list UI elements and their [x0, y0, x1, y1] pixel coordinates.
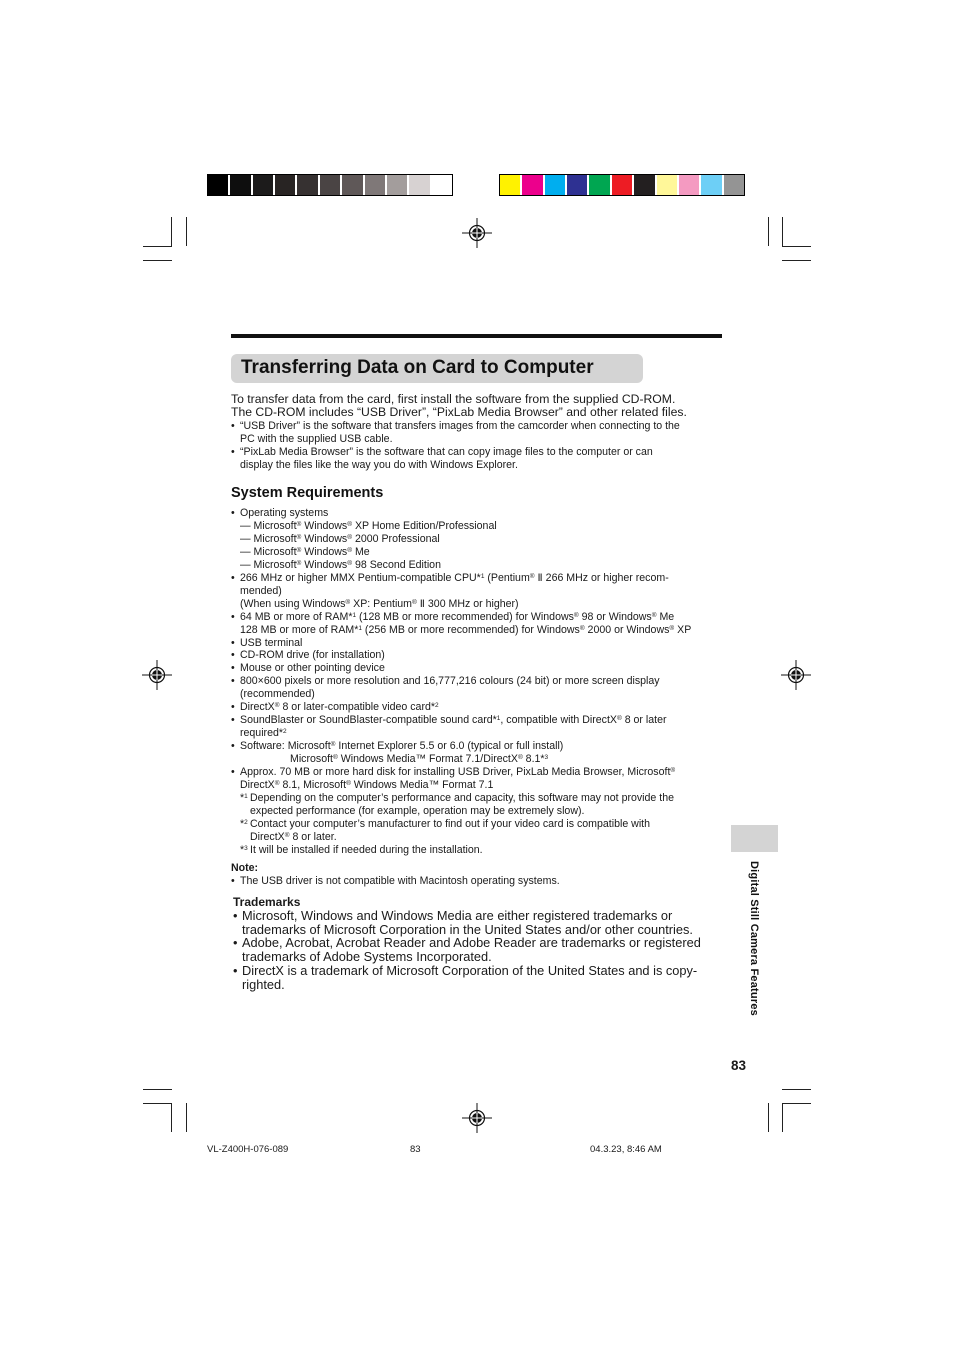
trademarks-list: [233, 909, 701, 991]
footnote-text: Depending on the computer’s performance and capacity, this software may not provide the: [250, 791, 674, 804]
footnote-text: DirectX® 8 or later.: [250, 830, 337, 843]
list-item-text: Operating systems: [240, 507, 329, 519]
color-swatch: [208, 175, 230, 195]
list-item-text: DirectX® 8.1, Microsoft® Windows Media™ Format 7.1: [240, 779, 494, 792]
list-item-text: 800×600 pixels or more resolution and 16,777,216 colours (24 bit) or more screen display: [240, 675, 660, 688]
list-item: [231, 420, 680, 446]
bullet: •: [231, 740, 235, 753]
color-swatch: [545, 175, 567, 195]
list-item-text: trademarks of Adobe Systems Incorporated.: [242, 949, 492, 965]
list-item: [231, 649, 691, 662]
list-item-text: 266 MHz or higher MMX Pentium-compatible CPU*$^1$ (Pentium® Ⅱ 266 MHz or higher recom-: [240, 571, 669, 584]
footnote-text: Contact your computer’s manufacturer to find out if your video card is compatible with: [250, 817, 651, 830]
grayscale-bar: [207, 174, 453, 196]
intro-line: The CD-ROM includes “USB Driver”, “PixLab Media Browser” and other related files.: [231, 405, 687, 420]
list-item-text: Approx. 70 MB or more hard disk for installing USB Driver, PixLab Media Browser, Microsoft®: [240, 766, 676, 779]
list-item-text: (recommended): [240, 688, 315, 701]
footnote-marker: *$^3$: [240, 843, 248, 856]
list-item-text: righted.: [242, 976, 285, 992]
color-swatch: [230, 175, 252, 195]
os-list: [240, 520, 691, 572]
color-swatch: [500, 175, 522, 195]
list-item-text: Mouse or other pointing device: [240, 662, 385, 675]
list-item: [231, 875, 560, 888]
footnote: [240, 818, 691, 844]
list-item-text: Microsoft, Windows and Windows Media are either registered trademarks or: [242, 908, 673, 923]
list-item-text: DirectX is a trademark of Microsoft Corporation of the United States and is copy-: [242, 962, 698, 978]
bullet: •: [231, 701, 235, 714]
list-item: [231, 662, 691, 675]
os-item: — Microsoft® Windows® 2000 Professional: [240, 532, 440, 545]
list-item: [231, 701, 691, 714]
footnote: [240, 844, 691, 857]
page-number: 83: [731, 1058, 747, 1073]
footnote-marker: *$^1$: [240, 791, 248, 804]
list-item: [231, 675, 691, 701]
color-bar: [499, 174, 745, 196]
footnote-marker: *$^2$: [240, 817, 248, 830]
color-swatch: [387, 175, 409, 195]
color-swatch: [409, 175, 431, 195]
color-swatch: [365, 175, 387, 195]
list-item: [233, 964, 701, 991]
color-swatch: [567, 175, 589, 195]
color-swatch: [701, 175, 723, 195]
list-item-text: 128 MB or more of RAM*$^1$ (256 MB or more recommended) for Windows® 2000 or Windows® XP: [240, 623, 692, 636]
color-swatch: [589, 175, 611, 195]
footnote: [240, 792, 691, 818]
color-swatch: [612, 175, 634, 195]
intro-bullets: [231, 420, 680, 472]
list-item-text: trademarks of Microsoft Corporation in the United States and/or other countries.: [242, 921, 693, 937]
bullet: •: [231, 571, 235, 584]
list-item-text: “PixLab Media Browser” is the software that can copy image files to the computer or can: [240, 445, 653, 458]
color-swatch: [634, 175, 656, 195]
list-item-text: mended): [240, 584, 282, 597]
section-label: Digital Still Camera Features: [748, 861, 760, 1016]
list-item-text: Software: Microsoft® Internet Explorer 5.5 or 6.0 (typical or full install): [240, 740, 564, 753]
footer-date: 04.3.23, 8:46 AM: [590, 1144, 662, 1155]
bullet: •: [233, 962, 238, 978]
bullet: •: [233, 935, 238, 951]
bullet: •: [233, 908, 238, 923]
list-item: [231, 446, 680, 472]
list-item: [231, 740, 691, 766]
list-item-text: Adobe, Acrobat, Acrobat Reader and Adobe Reader are trademarks or registered: [242, 935, 701, 951]
bullet: •: [231, 420, 235, 432]
os-item: — Microsoft® Windows® Me: [240, 545, 370, 558]
bullet: •: [231, 874, 235, 887]
registration-mark-icon: [462, 1103, 492, 1133]
color-swatch: [522, 175, 544, 195]
footnote-text: It will be installed if needed during the installation.: [250, 843, 483, 856]
note-section: [231, 862, 560, 888]
color-swatch: [679, 175, 701, 195]
page-title: Transferring Data on Card to Computer: [241, 357, 594, 378]
os-item: — Microsoft® Windows® 98 Second Edition: [240, 558, 441, 571]
list-item: [231, 507, 691, 572]
color-swatch: [253, 175, 275, 195]
bullet: •: [231, 610, 235, 623]
color-swatch: [320, 175, 342, 195]
trademarks-heading: Trademarks: [233, 895, 301, 909]
section-tab: [731, 825, 778, 852]
requirements-list: [231, 507, 691, 857]
color-swatch: [297, 175, 319, 195]
list-item: [233, 936, 701, 963]
color-swatch: [275, 175, 297, 195]
color-swatch: [657, 175, 679, 195]
bullet: •: [231, 445, 235, 458]
list-item: [231, 611, 691, 637]
list-item: [231, 714, 691, 740]
registration-mark-icon: [781, 660, 811, 690]
bullet: •: [231, 662, 235, 675]
section-heading: System Requirements: [231, 485, 384, 501]
list-item-text: CD-ROM drive (for installation): [240, 649, 385, 662]
color-swatch: [432, 175, 452, 195]
list-item: [231, 572, 691, 611]
bullet: •: [231, 649, 235, 662]
footer-page: 83: [410, 1144, 421, 1155]
bullet: •: [231, 507, 235, 519]
bullet: •: [231, 714, 235, 727]
list-item-text: The USB driver is not compatible with Macintosh operating systems.: [240, 874, 560, 887]
list-item-text: SoundBlaster or SoundBlaster-compatible sound card*$^1$, compatible with DirectX® 8 or later: [240, 714, 667, 727]
color-swatch: [342, 175, 364, 195]
list-item-text: (When using Windows® XP: Pentium® Ⅱ 300 MHz or higher): [240, 597, 519, 610]
intro-line: To transfer data from the card, first install the software from the supplied CD-ROM.: [231, 392, 676, 406]
list-item-text: display the files like the way you do with Windows Explorer.: [240, 458, 518, 471]
footnote-text: expected performance (for example, operation may be extremely slow).: [250, 804, 585, 817]
list-item: [233, 909, 701, 936]
bullet: •: [231, 675, 235, 688]
header-rule: [231, 334, 722, 338]
list-item-text: 64 MB or more of RAM*$^1$ (128 MB or more recommended) for Windows® 98 or Windows® Me: [240, 610, 675, 623]
os-item: — Microsoft® Windows® XP Home Edition/Professional: [240, 519, 497, 532]
list-item-text: PC with the supplied USB cable.: [240, 432, 393, 445]
list-item-text: USB terminal: [240, 636, 303, 649]
list-item-text: “USB Driver” is the software that transfers images from the camcorder when connecting to the: [240, 420, 680, 432]
list-item-text: required*$^2$: [240, 727, 287, 740]
list-item: [231, 766, 691, 792]
registration-mark-icon: [462, 218, 492, 248]
list-item-text: Microsoft® Windows Media™ Format 7.1/DirectX® 8.1*$^3$: [290, 753, 549, 766]
list-item-text: DirectX® 8 or later-compatible video card*$^2$: [240, 701, 439, 714]
bullet: •: [231, 766, 235, 779]
note-heading: Note:: [231, 862, 259, 874]
bullet: •: [231, 636, 235, 649]
list-item: [231, 637, 691, 650]
footer-code: VL-Z400H-076-089: [207, 1144, 289, 1155]
color-swatch: [724, 175, 744, 195]
footnotes: [231, 792, 691, 857]
intro-paragraph: [231, 393, 687, 420]
registration-mark-icon: [142, 660, 172, 690]
